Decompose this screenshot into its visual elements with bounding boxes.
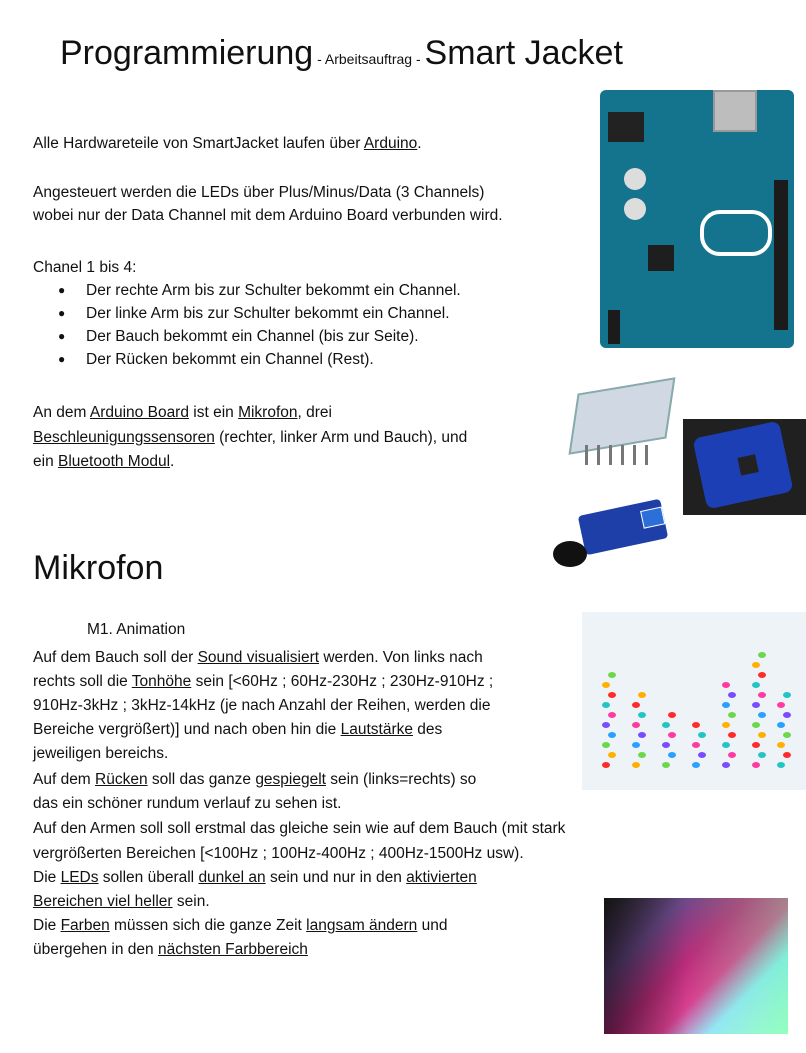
aktivierten-link[interactable]: aktivierten	[406, 869, 477, 886]
title-small: Arbeitsauftrag	[324, 51, 413, 67]
list-item: ● Der linke Arm bis zur Schulter bekommt ein Channel.	[58, 302, 461, 325]
led-dot	[602, 722, 610, 728]
led-dot	[638, 752, 646, 758]
mikrofon-line: Auf den Armen soll soll erstmal das gleiche sein wie auf dem Bauch (mit stark	[33, 820, 566, 837]
leds-link[interactable]: LEDs	[60, 869, 99, 886]
led-dot	[728, 712, 736, 718]
color-gradient-image	[604, 898, 788, 1034]
dunkel-link[interactable]: dunkel an	[198, 869, 266, 886]
led-dot	[722, 762, 730, 768]
mikrofon-line: Bereiche vergrößert)] und nach oben hin die Lautstärke des	[33, 721, 443, 738]
lautstaerke-link[interactable]: Lautstärke	[340, 721, 413, 738]
mikrofon-line: Auf dem Rücken soll das ganze gespiegelt sein (links=rechts) so	[33, 771, 477, 788]
led-dot	[752, 702, 760, 708]
title-separator: -	[313, 51, 325, 67]
led-dot	[783, 732, 791, 738]
led-dot	[692, 742, 700, 748]
led-description-line2: wobei nur der Data Channel mit dem Arduino Board verbunden wird.	[33, 207, 503, 224]
board-text: ist ein	[188, 404, 239, 421]
led-dot	[662, 762, 670, 768]
led-dot	[632, 702, 640, 708]
mikrofon-line: das ein schöner rundum verlauf zu sehen ist.	[33, 795, 342, 812]
farben-link[interactable]: Farben	[60, 917, 110, 934]
led-dot	[777, 722, 785, 728]
led-dot	[668, 712, 676, 718]
langsam-link[interactable]: langsam ändern	[306, 917, 418, 934]
led-dot	[608, 752, 616, 758]
heller-link[interactable]: Bereichen viel heller	[33, 893, 173, 910]
led-dot	[698, 752, 706, 758]
led-dot	[758, 672, 766, 678]
list-item: ● Der Rücken bekommt ein Channel (Rest).	[58, 348, 461, 371]
list-item: ● Der rechte Arm bis zur Schulter bekommt ein Channel.	[58, 279, 461, 302]
title-separator: -	[412, 51, 425, 67]
sound-link[interactable]: Sound visualisiert	[197, 649, 320, 666]
tonhoehe-link[interactable]: Tonhöhe	[131, 673, 192, 690]
led-dot	[668, 752, 676, 758]
led-dot	[783, 752, 791, 758]
led-dot	[692, 722, 700, 728]
led-dot	[777, 742, 785, 748]
microphone-module-image	[553, 495, 678, 575]
arduino-link[interactable]: Arduino	[363, 135, 418, 152]
led-dot	[777, 702, 785, 708]
led-dot	[758, 712, 766, 718]
ruecken-link[interactable]: Rücken	[95, 771, 148, 788]
intro-text: Alle Hardwareteile von SmartJacket laufen über	[33, 135, 364, 152]
title-main: Programmierung	[60, 34, 314, 72]
arduino-board-link[interactable]: Arduino Board	[89, 404, 189, 421]
led-dot	[662, 722, 670, 728]
led-dot	[602, 682, 610, 688]
led-dot	[728, 732, 736, 738]
farbbereich-link[interactable]: nächsten Farbbereich	[157, 941, 308, 958]
channel-heading: Chanel 1 bis 4:	[33, 259, 137, 276]
bluetooth-module-image	[560, 375, 680, 470]
led-dot	[728, 752, 736, 758]
led-dot	[752, 682, 760, 688]
channel-list	[58, 279, 461, 371]
led-dot	[758, 692, 766, 698]
led-dot	[608, 672, 616, 678]
mikrofon-line: vergrößerten Bereichen [<100Hz ; 100Hz-400Hz ; 400Hz-1500Hz usw).	[33, 845, 524, 862]
led-dot	[602, 762, 610, 768]
board-text: , drei	[297, 404, 332, 421]
led-dot	[722, 702, 730, 708]
accelerometer-image	[683, 419, 806, 515]
led-dot	[752, 662, 760, 668]
led-dot	[752, 742, 760, 748]
title-end: Smart Jacket	[424, 34, 623, 72]
board-text: (rechter, linker Arm und Bauch), und	[214, 429, 468, 446]
led-dot	[638, 732, 646, 738]
led-dot	[728, 692, 736, 698]
led-dot	[752, 762, 760, 768]
led-animation-image	[582, 612, 806, 790]
mikrofon-line: jeweiligen bereichs.	[33, 745, 169, 762]
list-item: ● Der Bauch bekommt ein Channel (bis zur Seite).	[58, 325, 461, 348]
led-dot	[777, 762, 785, 768]
led-dot	[758, 652, 766, 658]
mikrofon-line: übergehen in den nächsten Farbbereich	[33, 941, 308, 958]
subsection-heading: M1. Animation	[87, 621, 186, 638]
board-text: .	[170, 453, 175, 470]
intro-text: .	[417, 135, 422, 152]
led-dot	[632, 762, 640, 768]
led-description-line1: Angesteuert werden die LEDs über Plus/Minus/Data (3 Channels)	[33, 184, 485, 201]
led-dot	[722, 722, 730, 728]
board-paragraph-line1	[33, 401, 332, 424]
led-dot	[722, 682, 730, 688]
board-paragraph-line2	[33, 426, 467, 449]
intro-paragraph	[33, 132, 422, 155]
mikrofon-line: Auf dem Bauch soll der Sound visualisiert werden. Von links nach	[33, 649, 483, 666]
arduino-board-image	[600, 90, 794, 348]
led-dot	[632, 742, 640, 748]
led-dot	[608, 712, 616, 718]
section-heading-mikrofon: Mikrofon	[33, 549, 164, 587]
board-paragraph-line3	[33, 450, 174, 473]
led-dot	[638, 712, 646, 718]
board-text: An dem	[33, 404, 90, 421]
led-dot	[632, 722, 640, 728]
led-dot	[758, 732, 766, 738]
led-dot	[608, 732, 616, 738]
mikrofon-line: Die LEDs sollen überall dunkel an sein und nur in den aktivierten	[33, 869, 477, 886]
led-dot	[783, 712, 791, 718]
gespiegelt-link[interactable]: gespiegelt	[255, 771, 326, 788]
mikrofon-line: Die Farben müssen sich die ganze Zeit langsam ändern und	[33, 917, 448, 934]
led-dot	[608, 692, 616, 698]
led-dot	[752, 722, 760, 728]
led-dot	[602, 742, 610, 748]
sensor-link[interactable]: Beschleunigungssensoren	[33, 429, 215, 446]
led-dot	[722, 742, 730, 748]
page-title	[60, 34, 623, 73]
bluetooth-link[interactable]: Bluetooth Modul	[58, 453, 171, 470]
led-dot	[638, 692, 646, 698]
mikrofon-line: rechts soll die Tonhöhe sein [<60Hz ; 60Hz-230Hz ; 230Hz-910Hz ;	[33, 673, 494, 690]
mikrofon-line: 910Hz-3kHz ; 3kHz-14kHz (je nach Anzahl der Reihen, werden die	[33, 697, 491, 714]
led-dot	[783, 692, 791, 698]
board-text: ein	[33, 453, 58, 470]
led-dot	[758, 752, 766, 758]
mikrofon-line: Bereichen viel heller sein.	[33, 893, 210, 910]
led-dot	[602, 702, 610, 708]
mikrofon-link[interactable]: Mikrofon	[238, 404, 298, 421]
led-dot	[662, 742, 670, 748]
led-dot	[698, 732, 706, 738]
led-dot	[692, 762, 700, 768]
led-dot	[668, 732, 676, 738]
